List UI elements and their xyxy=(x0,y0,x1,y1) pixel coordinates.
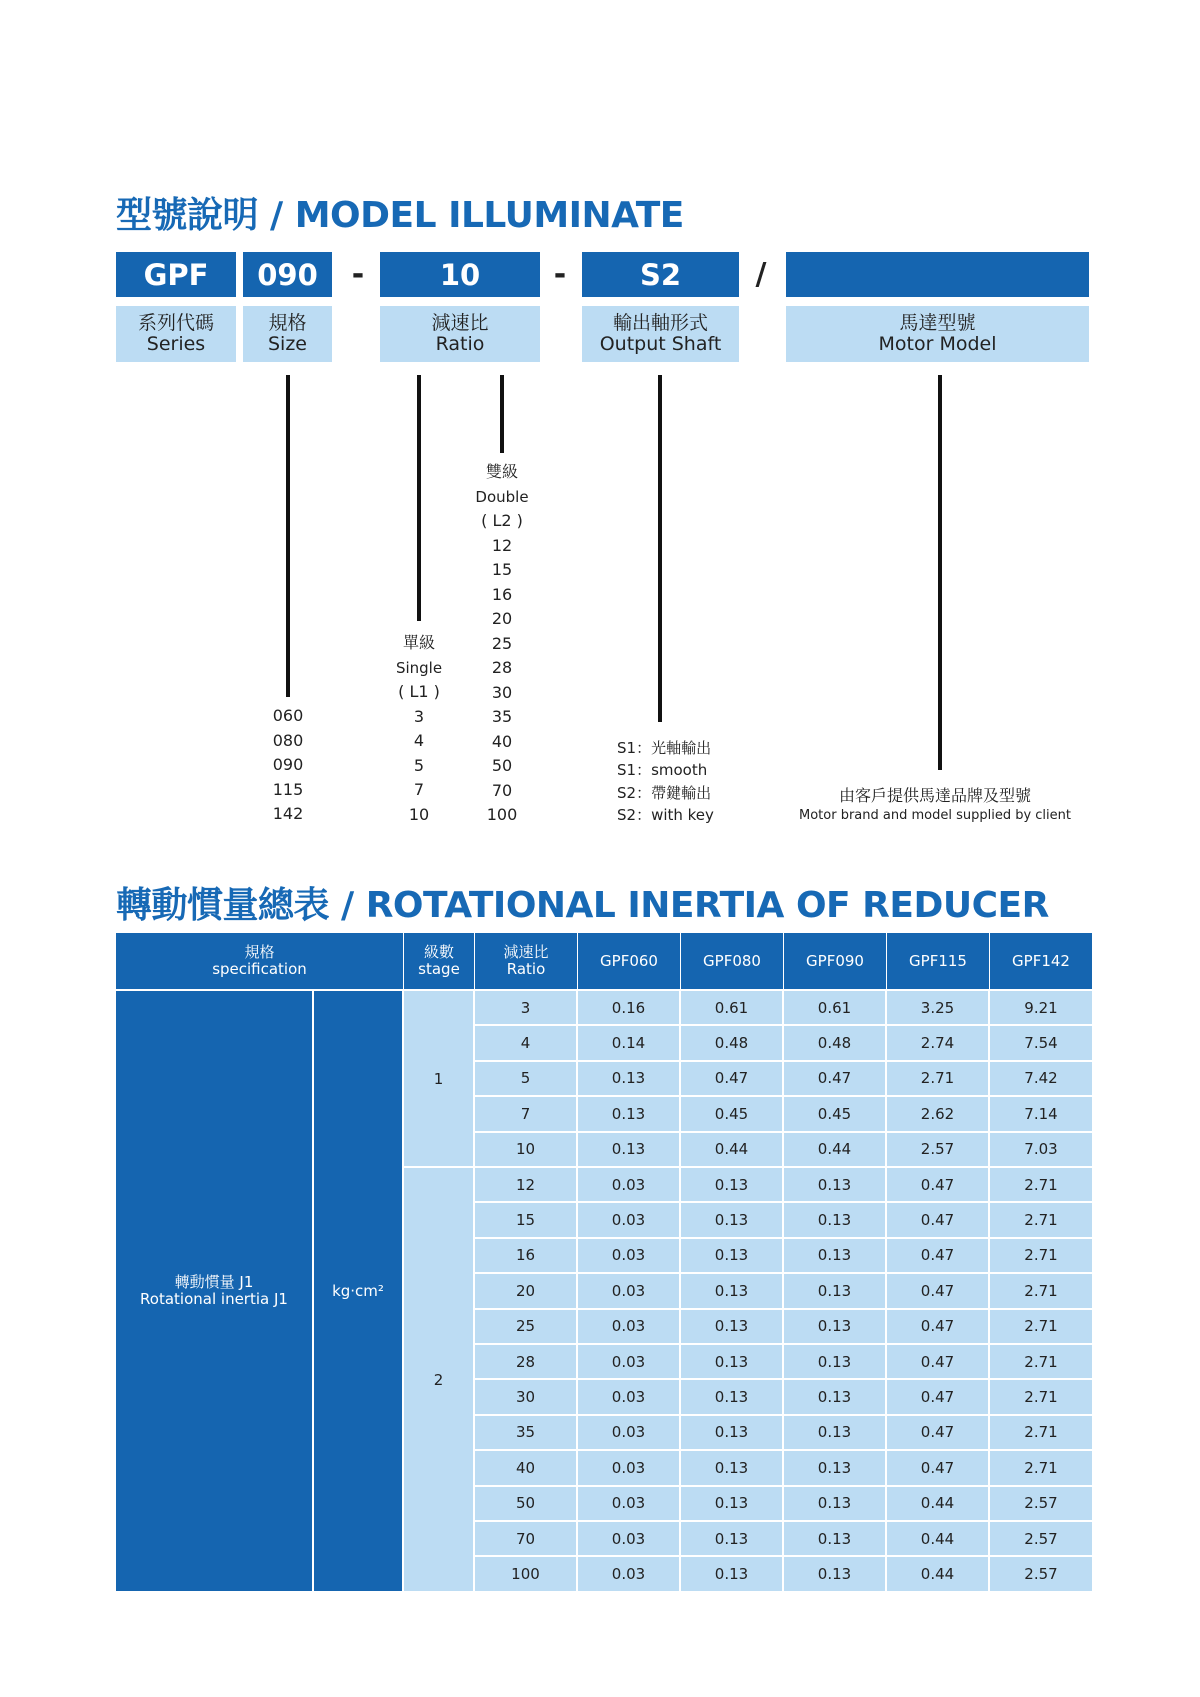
size-item: 060 xyxy=(272,706,304,725)
inertia-value-cell: 2.71 xyxy=(887,1060,990,1095)
inertia-value-cell: 2.74 xyxy=(887,1024,990,1059)
double-ratio-item: 40 xyxy=(491,731,513,751)
code-motor xyxy=(786,252,1089,297)
ratio-cell: 12 xyxy=(475,1166,578,1201)
inertia-value-cell: 0.03 xyxy=(578,1520,681,1555)
inertia-value-cell: 0.13 xyxy=(784,1520,887,1555)
label-size-zh: 規格 xyxy=(268,312,307,334)
double-ratio-item: 50 xyxy=(491,756,513,775)
inertia-value-cell: 2.71 xyxy=(990,1201,1092,1236)
motor-note-zh: 由客戶提供馬達品牌及型號 xyxy=(838,786,1031,805)
inertia-value-cell: 0.47 xyxy=(887,1166,990,1201)
header-stage-zh: 級數 xyxy=(423,943,454,961)
inertia-value-cell: 0.47 xyxy=(784,1060,887,1095)
inertia-value-cell: 0.13 xyxy=(578,1060,681,1095)
inertia-value-cell: 0.61 xyxy=(784,989,887,1024)
label-ratio xyxy=(380,306,540,362)
size-connector-line xyxy=(286,375,290,697)
inertia-value-cell: 0.13 xyxy=(784,1201,887,1236)
inertia-value-cell: 0.03 xyxy=(578,1555,681,1590)
label-size xyxy=(243,306,332,362)
inertia-value-cell: 0.13 xyxy=(784,1414,887,1449)
header-spec-en: specification xyxy=(212,960,307,978)
code-size: 090 xyxy=(243,252,332,297)
separator-dash-2: - xyxy=(553,257,567,292)
inertia-value-cell: 7.42 xyxy=(990,1060,1092,1095)
header-spec-zh: 規格 xyxy=(244,943,275,961)
inertia-value-cell: 0.13 xyxy=(784,1272,887,1307)
inertia-value-cell: 0.13 xyxy=(681,1166,784,1201)
inertia-value-cell: 3.25 xyxy=(887,989,990,1024)
header-stage-en: stage xyxy=(418,960,460,978)
stage-cell-2: 2 xyxy=(404,1166,475,1591)
ratio-cell: 5 xyxy=(475,1060,578,1095)
single-ratio-item: 7 xyxy=(413,780,425,799)
inertia-value-cell: 0.03 xyxy=(578,1272,681,1307)
inertia-value-cell: 0.13 xyxy=(784,1449,887,1484)
double-ratio-item: 25 xyxy=(491,633,513,653)
inertia-value-cell: 0.03 xyxy=(578,1485,681,1520)
inertia-value-cell: 0.13 xyxy=(784,1308,887,1343)
size-item: 142 xyxy=(272,804,304,823)
double-stage-zh: 雙級 xyxy=(485,462,518,481)
shaft-options xyxy=(617,737,714,826)
label-ratio-zh: 減速比 xyxy=(431,312,489,334)
single-stage-en: Single xyxy=(395,658,443,677)
inertia-value-cell: 0.13 xyxy=(681,1343,784,1378)
single-stage-zh: 單級 xyxy=(402,633,435,652)
label-shaft xyxy=(582,306,739,362)
inertia-value-cell: 2.57 xyxy=(990,1555,1092,1590)
label-size-en: Size xyxy=(267,333,307,355)
label-series-zh: 系列代碼 xyxy=(137,312,214,334)
shaft-option: S1：smooth xyxy=(617,761,708,780)
unit-label: kg·cm² xyxy=(332,1281,384,1300)
double-stage-en: Double xyxy=(475,487,529,506)
motor-note-en: Motor brand and model supplied by client xyxy=(799,808,1071,823)
double-ratio-item: 70 xyxy=(491,780,513,800)
label-series-en: Series xyxy=(146,333,206,355)
ratio-cell: 3 xyxy=(475,989,578,1024)
inertia-value-cell: 7.03 xyxy=(990,1131,1092,1166)
inertia-value-cell: 0.03 xyxy=(578,1414,681,1449)
inertia-value-cell: 0.48 xyxy=(784,1024,887,1059)
inertia-value-cell: 0.47 xyxy=(887,1414,990,1449)
shaft-option: S1：光軸輸出 xyxy=(617,739,712,757)
inertia-value-cell: 0.47 xyxy=(887,1201,990,1236)
inertia-value-cell: 9.21 xyxy=(990,989,1092,1024)
inertia-value-cell: 0.44 xyxy=(887,1520,990,1555)
double-ratio-item: 28 xyxy=(491,658,513,677)
inertia-value-cell: 2.62 xyxy=(887,1095,990,1130)
single-stage-list xyxy=(384,631,454,827)
inertia-value-cell: 0.03 xyxy=(578,1449,681,1484)
header-ratio xyxy=(475,933,578,989)
ratio-cell: 70 xyxy=(475,1520,578,1555)
single-ratio-item: 10 xyxy=(408,804,430,824)
inertia-section-title: 轉動慣量總表 / ROTATIONAL INERTIA OF REDUCER xyxy=(116,885,1049,926)
ratio-cell: 20 xyxy=(475,1272,578,1307)
single-connector-line xyxy=(417,375,421,621)
double-ratio-item: 16 xyxy=(491,584,513,604)
inertia-value-cell: 0.44 xyxy=(887,1485,990,1520)
inertia-value-cell: 0.13 xyxy=(681,1378,784,1413)
inertia-value-cell: 0.03 xyxy=(578,1378,681,1413)
shaft-connector-line xyxy=(658,375,662,722)
inertia-value-cell: 2.71 xyxy=(990,1414,1092,1449)
size-list xyxy=(258,704,318,827)
ratio-cell: 7 xyxy=(475,1095,578,1130)
separator-dash-1: - xyxy=(351,257,365,292)
inertia-value-cell: 7.54 xyxy=(990,1024,1092,1059)
label-shaft-zh: 輸出軸形式 xyxy=(612,312,708,334)
double-stage-code: ( L2 ) xyxy=(481,511,523,530)
ratio-cell: 35 xyxy=(475,1414,578,1449)
inertia-value-cell: 0.03 xyxy=(578,1308,681,1343)
inertia-value-cell: 2.57 xyxy=(990,1485,1092,1520)
inertia-value-cell: 0.13 xyxy=(578,1131,681,1166)
inertia-value-cell: 0.45 xyxy=(784,1095,887,1130)
size-item: 080 xyxy=(272,730,304,750)
inertia-value-cell: 0.13 xyxy=(784,1378,887,1413)
inertia-value-cell: 2.57 xyxy=(990,1520,1092,1555)
inertia-value-cell: 7.14 xyxy=(990,1095,1092,1130)
double-ratio-item: 15 xyxy=(491,560,513,579)
header-model: GPF080 xyxy=(681,933,784,989)
ratio-cell: 25 xyxy=(475,1308,578,1343)
label-ratio-en: Ratio xyxy=(435,333,485,355)
code-ratio: 10 xyxy=(380,252,540,297)
double-ratio-item: 12 xyxy=(491,535,513,555)
inertia-value-cell: 2.71 xyxy=(990,1378,1092,1413)
inertia-value-cell: 2.71 xyxy=(990,1237,1092,1272)
inertia-value-cell: 0.13 xyxy=(681,1520,784,1555)
size-item: 115 xyxy=(272,779,304,799)
inertia-value-cell: 0.13 xyxy=(681,1414,784,1449)
inertia-value-cell: 2.71 xyxy=(990,1272,1092,1307)
motor-connector-line xyxy=(938,375,942,770)
unit-cell xyxy=(314,989,404,1591)
inertia-value-cell: 0.13 xyxy=(681,1485,784,1520)
ratio-cell: 30 xyxy=(475,1378,578,1413)
single-ratio-item: 5 xyxy=(413,755,425,775)
label-motor-en: Motor Model xyxy=(878,333,997,355)
inertia-value-cell: 0.47 xyxy=(887,1237,990,1272)
inertia-value-cell: 0.47 xyxy=(887,1449,990,1484)
row-label-zh: 轉動慣量 J1 xyxy=(174,1273,254,1291)
header-model: GPF142 xyxy=(990,933,1092,989)
double-connector-line xyxy=(500,375,504,453)
inertia-value-cell: 0.47 xyxy=(887,1272,990,1307)
inertia-value-cell: 0.13 xyxy=(578,1095,681,1130)
inertia-value-cell: 0.13 xyxy=(784,1343,887,1378)
ratio-cell: 28 xyxy=(475,1343,578,1378)
inertia-value-cell: 0.13 xyxy=(784,1237,887,1272)
inertia-value-cell: 0.14 xyxy=(578,1024,681,1059)
inertia-value-cell: 0.13 xyxy=(681,1272,784,1307)
inertia-value-cell: 0.13 xyxy=(784,1555,887,1590)
inertia-value-cell: 0.13 xyxy=(681,1237,784,1272)
inertia-value-cell: 2.71 xyxy=(990,1449,1092,1484)
label-motor xyxy=(786,306,1089,362)
inertia-value-cell: 2.71 xyxy=(990,1343,1092,1378)
header-ratio-zh: 減速比 xyxy=(503,943,549,961)
ratio-cell: 100 xyxy=(475,1555,578,1590)
header-model: GPF060 xyxy=(578,933,681,989)
ratio-cell: 40 xyxy=(475,1449,578,1484)
shaft-option: S2：with key xyxy=(617,805,714,824)
double-ratio-item: 100 xyxy=(486,805,518,824)
inertia-value-cell: 0.44 xyxy=(887,1555,990,1590)
row-label-inertia xyxy=(116,989,314,1591)
inertia-value-cell: 0.13 xyxy=(681,1555,784,1590)
ratio-cell: 16 xyxy=(475,1237,578,1272)
double-ratio-item: 20 xyxy=(491,609,513,628)
inertia-value-cell: 0.13 xyxy=(784,1166,887,1201)
inertia-value-cell: 0.44 xyxy=(784,1131,887,1166)
ratio-cell: 4 xyxy=(475,1024,578,1059)
inertia-value-cell: 0.47 xyxy=(887,1378,990,1413)
model-section-title: 型號說明 / MODEL ILLUMINATE xyxy=(116,195,684,236)
inertia-value-cell: 0.03 xyxy=(578,1343,681,1378)
inertia-value-cell: 0.47 xyxy=(887,1343,990,1378)
double-ratio-item: 30 xyxy=(491,682,513,702)
label-series xyxy=(116,306,236,362)
row-label-en: Rotational inertia J1 xyxy=(140,1290,288,1308)
header-stage xyxy=(404,933,475,989)
inertia-value-cell: 2.71 xyxy=(990,1166,1092,1201)
inertia-value-cell: 0.16 xyxy=(578,989,681,1024)
single-ratio-item: 3 xyxy=(413,706,425,726)
inertia-value-cell: 0.03 xyxy=(578,1237,681,1272)
label-motor-zh: 馬達型號 xyxy=(899,312,976,334)
code-series: GPF xyxy=(116,252,236,297)
inertia-value-cell: 0.03 xyxy=(578,1201,681,1236)
label-shaft-en: Output Shaft xyxy=(599,333,722,355)
ratio-cell: 15 xyxy=(475,1201,578,1236)
double-ratio-item: 35 xyxy=(491,707,513,726)
header-specification xyxy=(116,933,404,989)
shaft-option: S2：帶鍵輸出 xyxy=(617,783,712,802)
inertia-value-cell: 0.03 xyxy=(578,1166,681,1201)
inertia-value-cell: 0.13 xyxy=(681,1308,784,1343)
inertia-value-cell: 0.61 xyxy=(681,989,784,1024)
code-shaft: S2 xyxy=(582,252,739,297)
header-model: GPF090 xyxy=(784,933,887,989)
inertia-value-cell: 0.13 xyxy=(681,1449,784,1484)
inertia-value-cell: 0.47 xyxy=(887,1308,990,1343)
separator-slash: / xyxy=(755,257,767,292)
single-stage-code: ( L1 ) xyxy=(398,682,440,701)
inertia-value-cell: 2.57 xyxy=(887,1131,990,1166)
size-item: 090 xyxy=(272,755,304,774)
header-model: GPF115 xyxy=(887,933,990,989)
ratio-cell: 50 xyxy=(475,1485,578,1520)
stage-cell-1: 1 xyxy=(404,989,475,1166)
inertia-value-cell: 0.47 xyxy=(681,1060,784,1095)
inertia-value-cell: 0.48 xyxy=(681,1024,784,1059)
ratio-cell: 10 xyxy=(475,1131,578,1166)
inertia-value-cell: 0.13 xyxy=(784,1485,887,1520)
inertia-value-cell: 0.13 xyxy=(681,1201,784,1236)
double-stage-list xyxy=(465,460,539,828)
inertia-value-cell: 2.71 xyxy=(990,1308,1092,1343)
inertia-value-cell: 0.44 xyxy=(681,1131,784,1166)
single-ratio-item: 4 xyxy=(413,731,425,750)
header-ratio-en: Ratio xyxy=(506,960,546,978)
inertia-value-cell: 0.45 xyxy=(681,1095,784,1130)
